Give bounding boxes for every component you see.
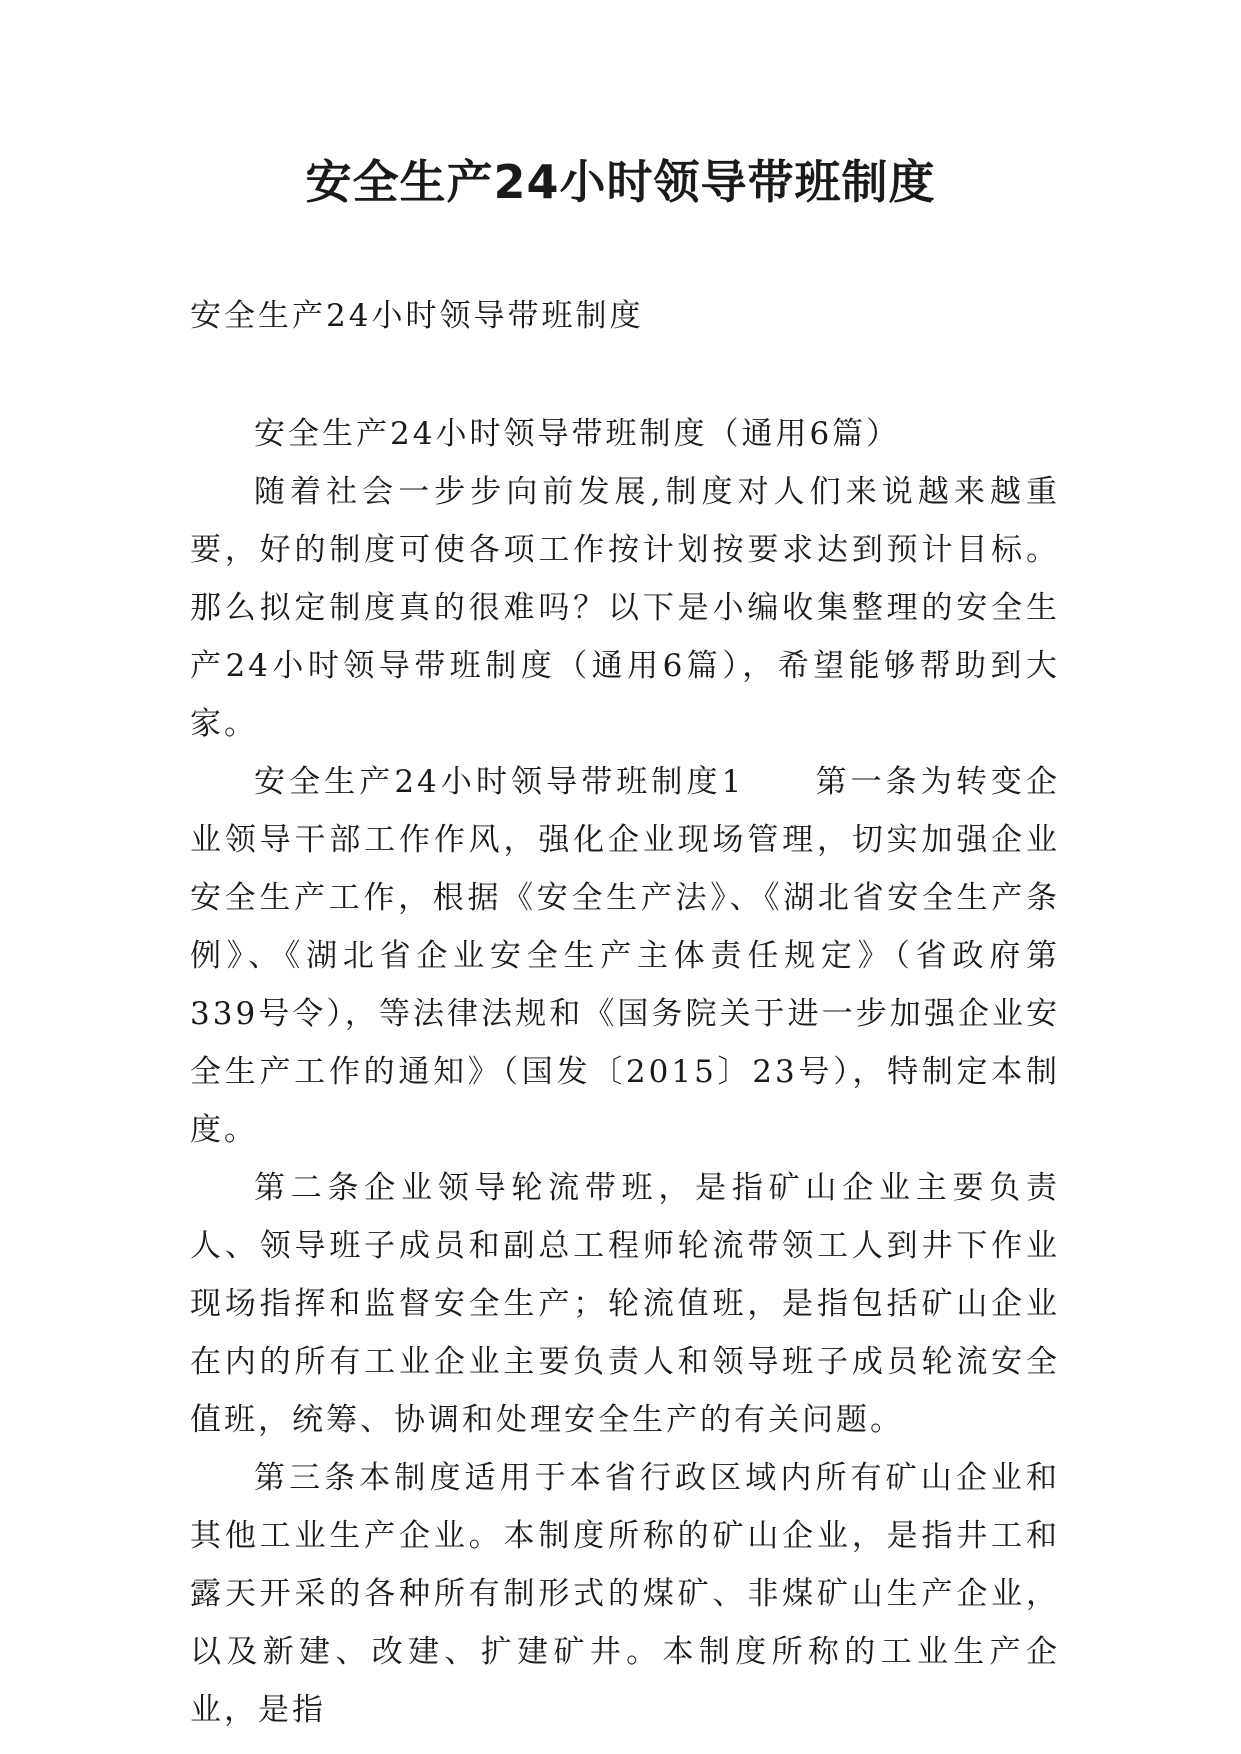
document-title: 安全生产24小时领导带班制度	[305, 155, 936, 209]
paragraph-article-2: 第二条企业领导轮流带班，是指矿山企业主要负责人、领导班子成员和副总工程师轮流带领工人到井下作业现场指挥和监督安全生产；轮流值班，是指包括矿山企业在内的所有工业企业主要负责人和领导班子成员轮流安全值班，统筹、协调和处理安全生产的有关问题。	[190, 1170, 1060, 1438]
paragraph-intro: 随着社会一步步向前发展,制度对人们来说越来越重要，好的制度可使各项工作按计划按要求达到预计目标。那么拟定制度真的很难吗？以下是小编收集整理的安全生产24小时领导带班制度（通用6篇），希望能够帮助到大家。	[190, 474, 1060, 742]
paragraph-article-3: 第三条本制度适用于本省行政区域内所有矿山企业和其他工业生产企业。本制度所称的矿山企业，是指井工和露天开采的各种所有制形式的煤矿、非煤矿山生产企业，以及新建、改建、扩建矿井。本制度所称的工业生产企业，是指	[190, 1460, 1060, 1728]
document-subtitle: 安全生产24小时领导带班制度	[190, 298, 644, 334]
document-body	[190, 287, 1060, 1739]
paragraph-heading: 安全生产24小时领导带班制度（通用6篇）	[254, 416, 901, 452]
paragraph-article-1: 安全生产24小时领导带班制度1 第一条为转变企业领导干部工作作风，强化企业现场管理，切实加强企业安全生产工作，根据《安全生产法》、《湖北省安全生产条例》、《湖北省企业安全生产主体责任规定》（省政府第339号令），等法律法规和《国务院关于进一步加强企业安全生产工作的通知》（国发〔2015〕23号），特制定本制度。	[190, 764, 1060, 1148]
